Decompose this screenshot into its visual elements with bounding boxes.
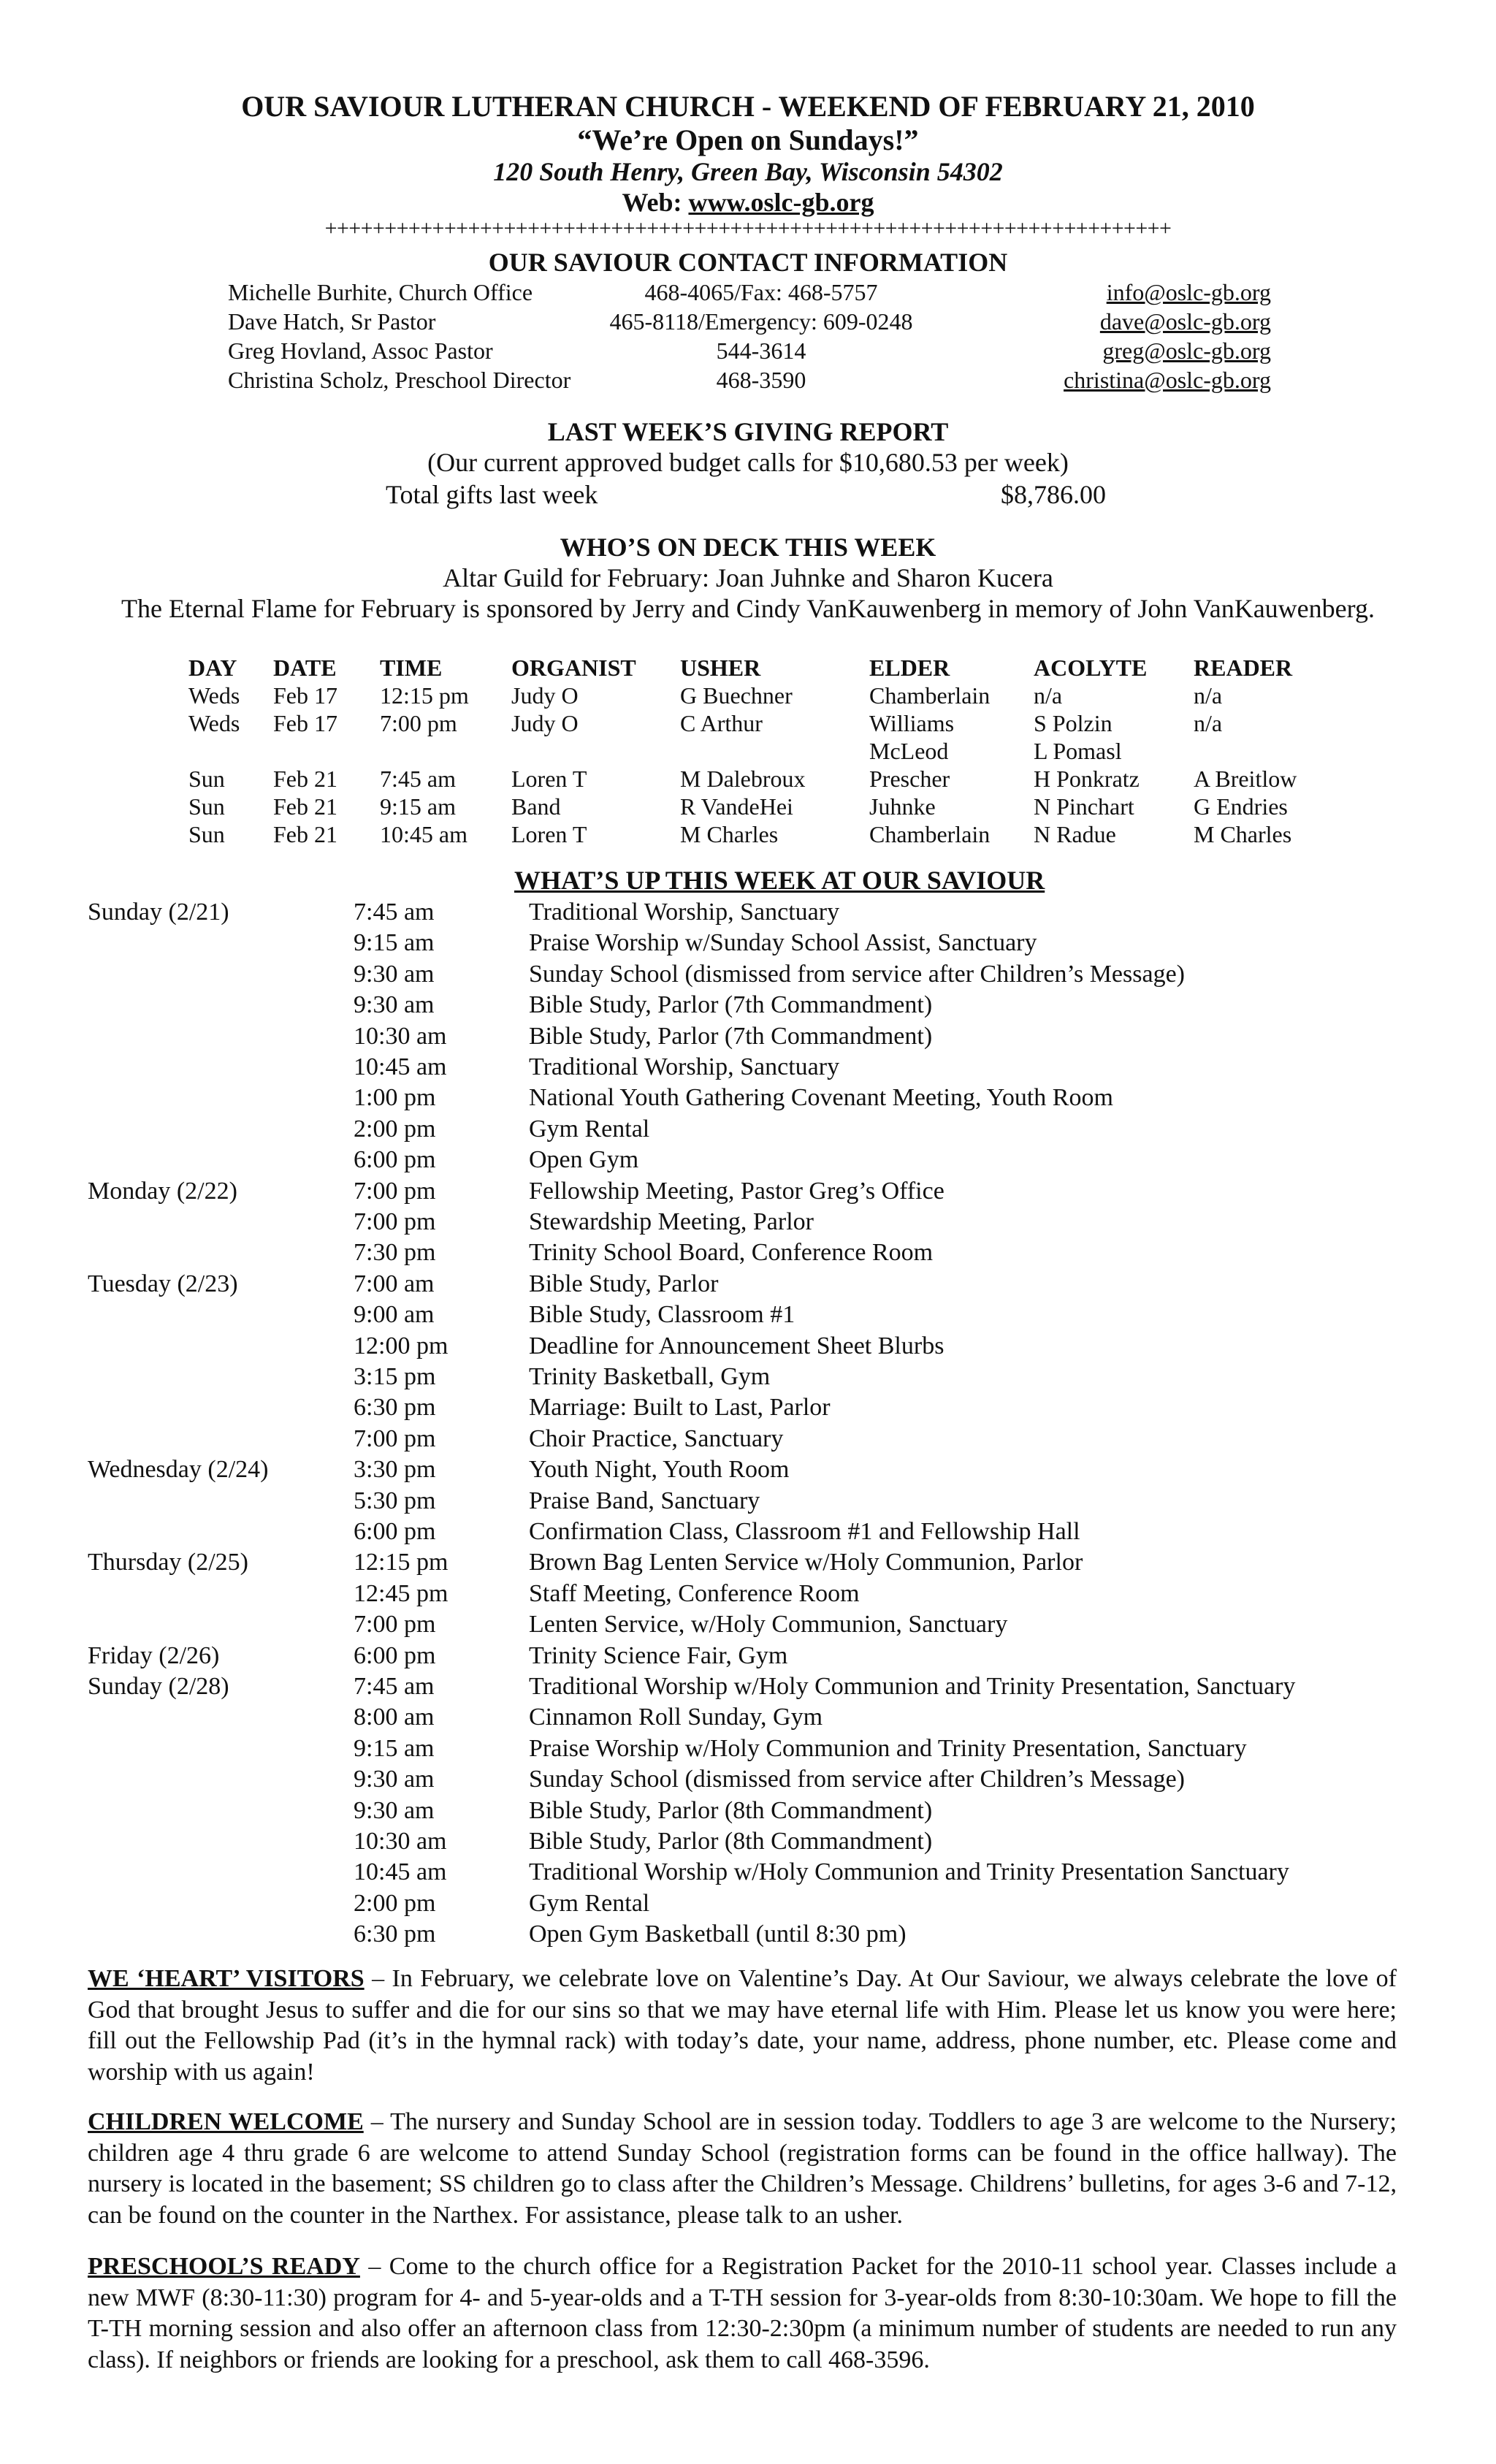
schedule-row bbox=[88, 1456, 1402, 1487]
cell-date: Feb 21 bbox=[273, 766, 337, 792]
schedule-row bbox=[88, 1115, 1402, 1146]
schedule-row bbox=[88, 1735, 1402, 1766]
schedule-row bbox=[88, 1890, 1402, 1921]
schedule-row bbox=[88, 1766, 1402, 1796]
cell-reader: n/a bbox=[1194, 710, 1223, 736]
schedule-row bbox=[88, 1487, 1402, 1518]
col-header: ORGANIST bbox=[511, 655, 636, 681]
cell-reader: M Charles bbox=[1194, 821, 1292, 847]
schedule-event: Trinity Basketball, Gym bbox=[529, 1363, 771, 1390]
announcement-preschool bbox=[88, 2251, 1397, 2376]
schedule-row bbox=[88, 1549, 1402, 1579]
cell-organist: Loren T bbox=[511, 821, 587, 847]
schedule-event: Open Gym Basketball (until 8:30 pm) bbox=[529, 1921, 907, 1948]
cell-date: Feb 21 bbox=[273, 793, 337, 820]
schedule-event: Bible Study, Parlor (8th Commandment) bbox=[529, 1796, 933, 1824]
schedule-event: Praise Worship w/Sunday School Assist, Sanctuary bbox=[529, 929, 1037, 957]
schedule-event: Sunday School (dismissed from service after Children’s Message) bbox=[529, 960, 1185, 988]
schedule-time: 12:00 pm bbox=[354, 1332, 449, 1359]
divider: +++++++++++++++++++++++++++++++++++++++++++++++++++++++++++++++++++++++ bbox=[324, 216, 1172, 240]
schedule-time: 6:30 pm bbox=[354, 1921, 436, 1948]
cell-acolyte: N Radue bbox=[1034, 821, 1116, 847]
cell-day: Sun bbox=[188, 766, 225, 792]
schedule-row bbox=[88, 1580, 1402, 1611]
schedule-time: 8:00 am bbox=[354, 1704, 435, 1731]
cell-time: 10:45 am bbox=[380, 821, 468, 847]
announcement-title: WE ‘HEART’ VISITORS bbox=[88, 1965, 365, 1992]
schedule-row bbox=[88, 1208, 1402, 1239]
cell-usher: G Buechner bbox=[680, 682, 793, 709]
schedule-row bbox=[88, 1270, 1402, 1301]
schedule-time: 9:30 am bbox=[354, 1766, 435, 1793]
contact-phone: 544-3614 bbox=[716, 337, 806, 364]
schedule-time: 7:00 pm bbox=[354, 1177, 436, 1205]
schedule-event: Praise Worship w/Holy Communion and Trinity Presentation, Sanctuary bbox=[529, 1734, 1247, 1762]
cell-date: Feb 17 bbox=[273, 710, 337, 736]
schedule-day: Sunday (2/28) bbox=[88, 1673, 229, 1700]
schedule-row bbox=[88, 1053, 1402, 1084]
schedule-day: Sunday (2/21) bbox=[88, 899, 229, 926]
page-title: OUR SAVIOUR LUTHERAN CHURCH - WEEKEND OF FEBRUARY 21, 2010 bbox=[241, 90, 1255, 123]
cell-elder: Prescher bbox=[869, 766, 950, 792]
schedule-event: Cinnamon Roll Sunday, Gym bbox=[529, 1704, 823, 1731]
schedule-day: Wednesday (2/24) bbox=[88, 1456, 269, 1484]
cell-usher: C Arthur bbox=[680, 710, 763, 736]
schedule-time: 10:45 am bbox=[354, 1053, 447, 1080]
announcement-body: – The nursery and Sunday School are in session today. Toddlers to age 3 are welcome to the Nursery; children age 4 thru grade 6 are welcome to attend Sunday School (registration forms can be found in the office hallway). The nursery is located in the basement; SS children go to class after the Children’s Message. Childrens’ bulletins, for ages 3-6 and 7-12, can be found on the counter in the Narthex. For assistance, please talk to an usher. bbox=[88, 2108, 1397, 2229]
schedule-time: 6:00 pm bbox=[354, 1146, 436, 1174]
schedule-row bbox=[88, 1332, 1402, 1363]
schedule-row bbox=[88, 1023, 1402, 1053]
schedule-row bbox=[88, 1084, 1402, 1115]
col-header: USHER bbox=[680, 655, 761, 681]
schedule-day: Tuesday (2/23) bbox=[88, 1270, 238, 1297]
schedule-event: Trinity School Board, Conference Room bbox=[529, 1239, 934, 1267]
schedule-row bbox=[88, 1858, 1402, 1889]
cell-usher: M Dalebroux bbox=[680, 766, 806, 792]
contact-phone: 468-3590 bbox=[716, 367, 806, 393]
deck-heading: WHO’S ON DECK THIS WEEK bbox=[560, 533, 936, 562]
schedule-row bbox=[88, 1239, 1402, 1270]
schedule-time: 12:45 pm bbox=[354, 1579, 449, 1607]
cell-reader: G Endries bbox=[1194, 793, 1288, 820]
contact-row bbox=[228, 279, 1271, 308]
schedule-time: 9:15 am bbox=[354, 1734, 435, 1762]
schedule-row bbox=[88, 1611, 1402, 1641]
schedule-day: Monday (2/22) bbox=[88, 1177, 237, 1205]
schedule-event: Confirmation Class, Classroom #1 and Fellowship Hall bbox=[529, 1518, 1080, 1545]
schedule-row bbox=[88, 1828, 1402, 1858]
cell-acolyte: N Pinchart bbox=[1034, 793, 1134, 820]
cell-day: Sun bbox=[188, 793, 225, 820]
schedule-time: 10:30 am bbox=[354, 1022, 447, 1050]
col-header: DAY bbox=[188, 655, 237, 681]
cell-elder: Juhnke bbox=[869, 793, 936, 820]
announcement-title: CHILDREN WELCOME bbox=[88, 2108, 364, 2135]
schedule-event: Bible Study, Parlor bbox=[529, 1270, 719, 1297]
contact-name: Michelle Burhite, Church Office bbox=[228, 279, 533, 305]
cell-time: 7:45 am bbox=[380, 766, 456, 792]
giving-heading: LAST WEEK’S GIVING REPORT bbox=[547, 417, 949, 446]
schedule-time: 3:30 pm bbox=[354, 1456, 436, 1484]
cell-elder: Williams bbox=[869, 710, 955, 736]
schedule-event: Youth Night, Youth Room bbox=[529, 1456, 790, 1484]
schedule-event: Staff Meeting, Conference Room bbox=[529, 1579, 860, 1607]
schedule-event: Brown Bag Lenten Service w/Holy Communion, Parlor bbox=[529, 1549, 1083, 1576]
cell-day: Sun bbox=[188, 821, 225, 847]
schedule-time: 6:00 pm bbox=[354, 1518, 436, 1545]
schedule-time: 2:00 pm bbox=[354, 1115, 436, 1143]
church-address: 120 South Henry, Green Bay, Wisconsin 54302 bbox=[493, 157, 1003, 186]
announcement-visitors bbox=[88, 1964, 1397, 2088]
schedule-time: 7:00 pm bbox=[354, 1208, 436, 1235]
cell-date: Feb 21 bbox=[273, 821, 337, 847]
cell-day: Weds bbox=[188, 682, 240, 709]
schedule-time: 9:30 am bbox=[354, 991, 435, 1019]
schedule-event: Praise Band, Sanctuary bbox=[529, 1487, 760, 1514]
schedule-time: 5:30 pm bbox=[354, 1487, 436, 1514]
schedule-time: 12:15 pm bbox=[354, 1549, 449, 1576]
schedule-row bbox=[88, 1363, 1402, 1394]
schedule-row bbox=[88, 1178, 1402, 1208]
eternal-flame: The Eternal Flame for February is sponsored by Jerry and Cindy VanKauwenberg in memory of John VanKauwenberg. bbox=[121, 594, 1375, 623]
schedule-row bbox=[88, 1301, 1402, 1332]
schedule-time: 9:15 am bbox=[354, 929, 435, 957]
total-gifts-label: Total gifts last week bbox=[386, 480, 598, 509]
schedule-row bbox=[88, 929, 1402, 960]
announcement-children bbox=[88, 2107, 1397, 2231]
schedule-time: 7:45 am bbox=[354, 1673, 435, 1700]
schedule-event: Fellowship Meeting, Pastor Greg’s Office bbox=[529, 1177, 944, 1205]
web-label: Web: bbox=[622, 188, 682, 217]
web-link[interactable]: www.oslc-gb.org bbox=[688, 188, 874, 217]
cell-date: Feb 17 bbox=[273, 682, 337, 709]
schedule-time: 3:15 pm bbox=[354, 1363, 436, 1390]
contact-email[interactable]: greg@oslc-gb.org bbox=[1102, 337, 1271, 364]
announcement-body: – Come to the church office for a Registration Packet for the 2010-11 school year. Classes include a new MWF (8:30-11:30) program for 4- and 5-year-olds and a T-TH session for 3-year-olds from 8:30-10:30am. We hope to fill the T-TH morning session and also offer an afternoon class from 12:30-2:30pm (a minimum number of students are needed to run any class). If neighbors or friends are looking for a preschool, ask them to call 468-3596. bbox=[88, 2253, 1397, 2373]
schedule-event: Bible Study, Parlor (8th Commandment) bbox=[529, 1828, 933, 1855]
schedule-row bbox=[88, 1425, 1402, 1456]
cell-reader: A Breitlow bbox=[1194, 766, 1297, 792]
schedule-day: Thursday (2/25) bbox=[88, 1549, 249, 1576]
schedule-day: Friday (2/26) bbox=[88, 1641, 220, 1669]
schedule-event: Open Gym bbox=[529, 1146, 639, 1174]
schedule-time: 9:30 am bbox=[354, 1796, 435, 1824]
cell-usher: M Charles bbox=[680, 821, 779, 847]
cell-time: 12:15 pm bbox=[380, 682, 469, 709]
contact-row bbox=[228, 367, 1271, 396]
schedule-time: 7:30 pm bbox=[354, 1239, 436, 1267]
schedule-time: 7:00 pm bbox=[354, 1611, 436, 1639]
cell-acolyte: L Pomasl bbox=[1034, 738, 1122, 764]
altar-guild: Altar Guild for February: Joan Juhnke and Sharon Kucera bbox=[443, 563, 1053, 592]
cell-acolyte: n/a bbox=[1034, 682, 1063, 709]
web-line bbox=[0, 187, 1496, 218]
announcement-title: PRESCHOOL’S READY bbox=[88, 2253, 360, 2280]
cell-elder: McLeod bbox=[869, 738, 949, 764]
contact-phone: 465-8118/Emergency: 609-0248 bbox=[609, 308, 913, 335]
total-gifts-value: $8,786.00 bbox=[1001, 480, 1106, 509]
schedule-row bbox=[88, 1146, 1402, 1177]
schedule-event: Bible Study, Parlor (7th Commandment) bbox=[529, 1022, 933, 1050]
col-header: TIME bbox=[380, 655, 443, 681]
cell-acolyte: S Polzin bbox=[1034, 710, 1113, 736]
contact-name: Greg Hovland, Assoc Pastor bbox=[228, 337, 493, 364]
contact-heading: OUR SAVIOUR CONTACT INFORMATION bbox=[488, 248, 1008, 277]
schedule-event: Bible Study, Classroom #1 bbox=[529, 1301, 795, 1329]
cell-acolyte: H Ponkratz bbox=[1034, 766, 1140, 792]
schedule-time: 7:45 am bbox=[354, 899, 435, 926]
schedule-event: Choir Practice, Sanctuary bbox=[529, 1424, 784, 1452]
col-header: ELDER bbox=[869, 655, 950, 681]
schedule-row bbox=[88, 1642, 1402, 1673]
slogan: “We’re Open on Sundays!” bbox=[577, 123, 919, 156]
schedule-time: 6:00 pm bbox=[354, 1641, 436, 1669]
schedule-event: Sunday School (dismissed from service after Children’s Message) bbox=[529, 1766, 1185, 1793]
cell-time: 9:15 am bbox=[380, 793, 456, 820]
cell-time: 7:00 pm bbox=[380, 710, 457, 736]
schedule-event: Marriage: Built to Last, Parlor bbox=[529, 1394, 831, 1422]
schedule-time: 10:45 am bbox=[354, 1858, 447, 1886]
schedule-time: 9:30 am bbox=[354, 960, 435, 988]
announcement-body: – In February, we celebrate love on Valentine’s Day. At Our Saviour, we always celebrate the love of God that brought Jesus to suffer and die for our sins so that we may have eternal life with Him. Please let us know you were here; fill out the Fellowship Pad (it’s in the hymnal rack) with today’s date, your name, address, phone number, etc. Please come and worship with us again! bbox=[88, 1965, 1397, 2086]
contact-email[interactable]: info@oslc-gb.org bbox=[1106, 279, 1271, 305]
cell-day: Weds bbox=[188, 710, 240, 736]
schedule-event: Traditional Worship w/Holy Communion and Trinity Presentation, Sanctuary bbox=[529, 1673, 1296, 1700]
schedule-event: Traditional Worship w/Holy Communion and Trinity Presentation Sanctuary bbox=[529, 1858, 1289, 1886]
schedule-time: 7:00 am bbox=[354, 1270, 435, 1297]
schedule-time: 6:30 pm bbox=[354, 1394, 436, 1422]
cell-reader: n/a bbox=[1194, 682, 1223, 709]
cell-organist: Loren T bbox=[511, 766, 587, 792]
col-header: ACOLYTE bbox=[1034, 655, 1148, 681]
col-header: DATE bbox=[273, 655, 337, 681]
schedule-row bbox=[88, 991, 1402, 1022]
contact-phone: 468-4065/Fax: 468-5757 bbox=[644, 279, 878, 305]
schedule-event: Traditional Worship, Sanctuary bbox=[529, 1053, 840, 1080]
schedule-row bbox=[88, 1797, 1402, 1828]
schedule-row bbox=[88, 1394, 1402, 1424]
col-header: READER bbox=[1194, 655, 1293, 681]
schedule-time: 2:00 pm bbox=[354, 1889, 436, 1917]
contact-name: Christina Scholz, Preschool Director bbox=[228, 367, 571, 393]
schedule-row bbox=[88, 1673, 1402, 1704]
schedule-event: Bible Study, Parlor (7th Commandment) bbox=[529, 991, 933, 1019]
schedule-event: Gym Rental bbox=[529, 1889, 650, 1917]
cell-organist: Judy O bbox=[511, 682, 579, 709]
schedule-time: 1:00 pm bbox=[354, 1084, 436, 1112]
cell-elder: Chamberlain bbox=[869, 821, 991, 847]
schedule-event: Gym Rental bbox=[529, 1115, 650, 1143]
schedule-time: 10:30 am bbox=[354, 1828, 447, 1855]
contact-row bbox=[228, 308, 1271, 337]
schedule-event: Stewardship Meeting, Parlor bbox=[529, 1208, 814, 1235]
schedule-time: 7:00 pm bbox=[354, 1424, 436, 1452]
contact-name: Dave Hatch, Sr Pastor bbox=[228, 308, 436, 335]
budget-note: (Our current approved budget calls for $10,680.53 per week) bbox=[427, 448, 1069, 477]
schedule-heading: WHAT’S UP THIS WEEK AT OUR SAVIOUR bbox=[514, 866, 1045, 895]
cell-organist: Judy O bbox=[511, 710, 579, 736]
schedule-row bbox=[88, 1704, 1402, 1734]
contact-email[interactable]: christina@oslc-gb.org bbox=[1064, 367, 1271, 393]
schedule-event: National Youth Gathering Covenant Meeting, Youth Room bbox=[529, 1084, 1113, 1112]
cell-elder: Chamberlain bbox=[869, 682, 991, 709]
contact-email[interactable]: dave@oslc-gb.org bbox=[1099, 308, 1271, 335]
schedule-row bbox=[88, 1921, 1402, 1951]
cell-usher: R VandeHei bbox=[680, 793, 793, 820]
cell-organist: Band bbox=[511, 793, 561, 820]
schedule-row bbox=[88, 1518, 1402, 1549]
schedule-row bbox=[88, 899, 1402, 929]
schedule-event: Deadline for Announcement Sheet Blurbs bbox=[529, 1332, 944, 1359]
contact-row bbox=[228, 337, 1271, 367]
schedule-row bbox=[88, 961, 1402, 991]
schedule-event: Traditional Worship, Sanctuary bbox=[529, 899, 840, 926]
schedule-event: Trinity Science Fair, Gym bbox=[529, 1641, 788, 1669]
schedule-time: 9:00 am bbox=[354, 1301, 435, 1329]
schedule-event: Lenten Service, w/Holy Communion, Sanctuary bbox=[529, 1611, 1008, 1639]
